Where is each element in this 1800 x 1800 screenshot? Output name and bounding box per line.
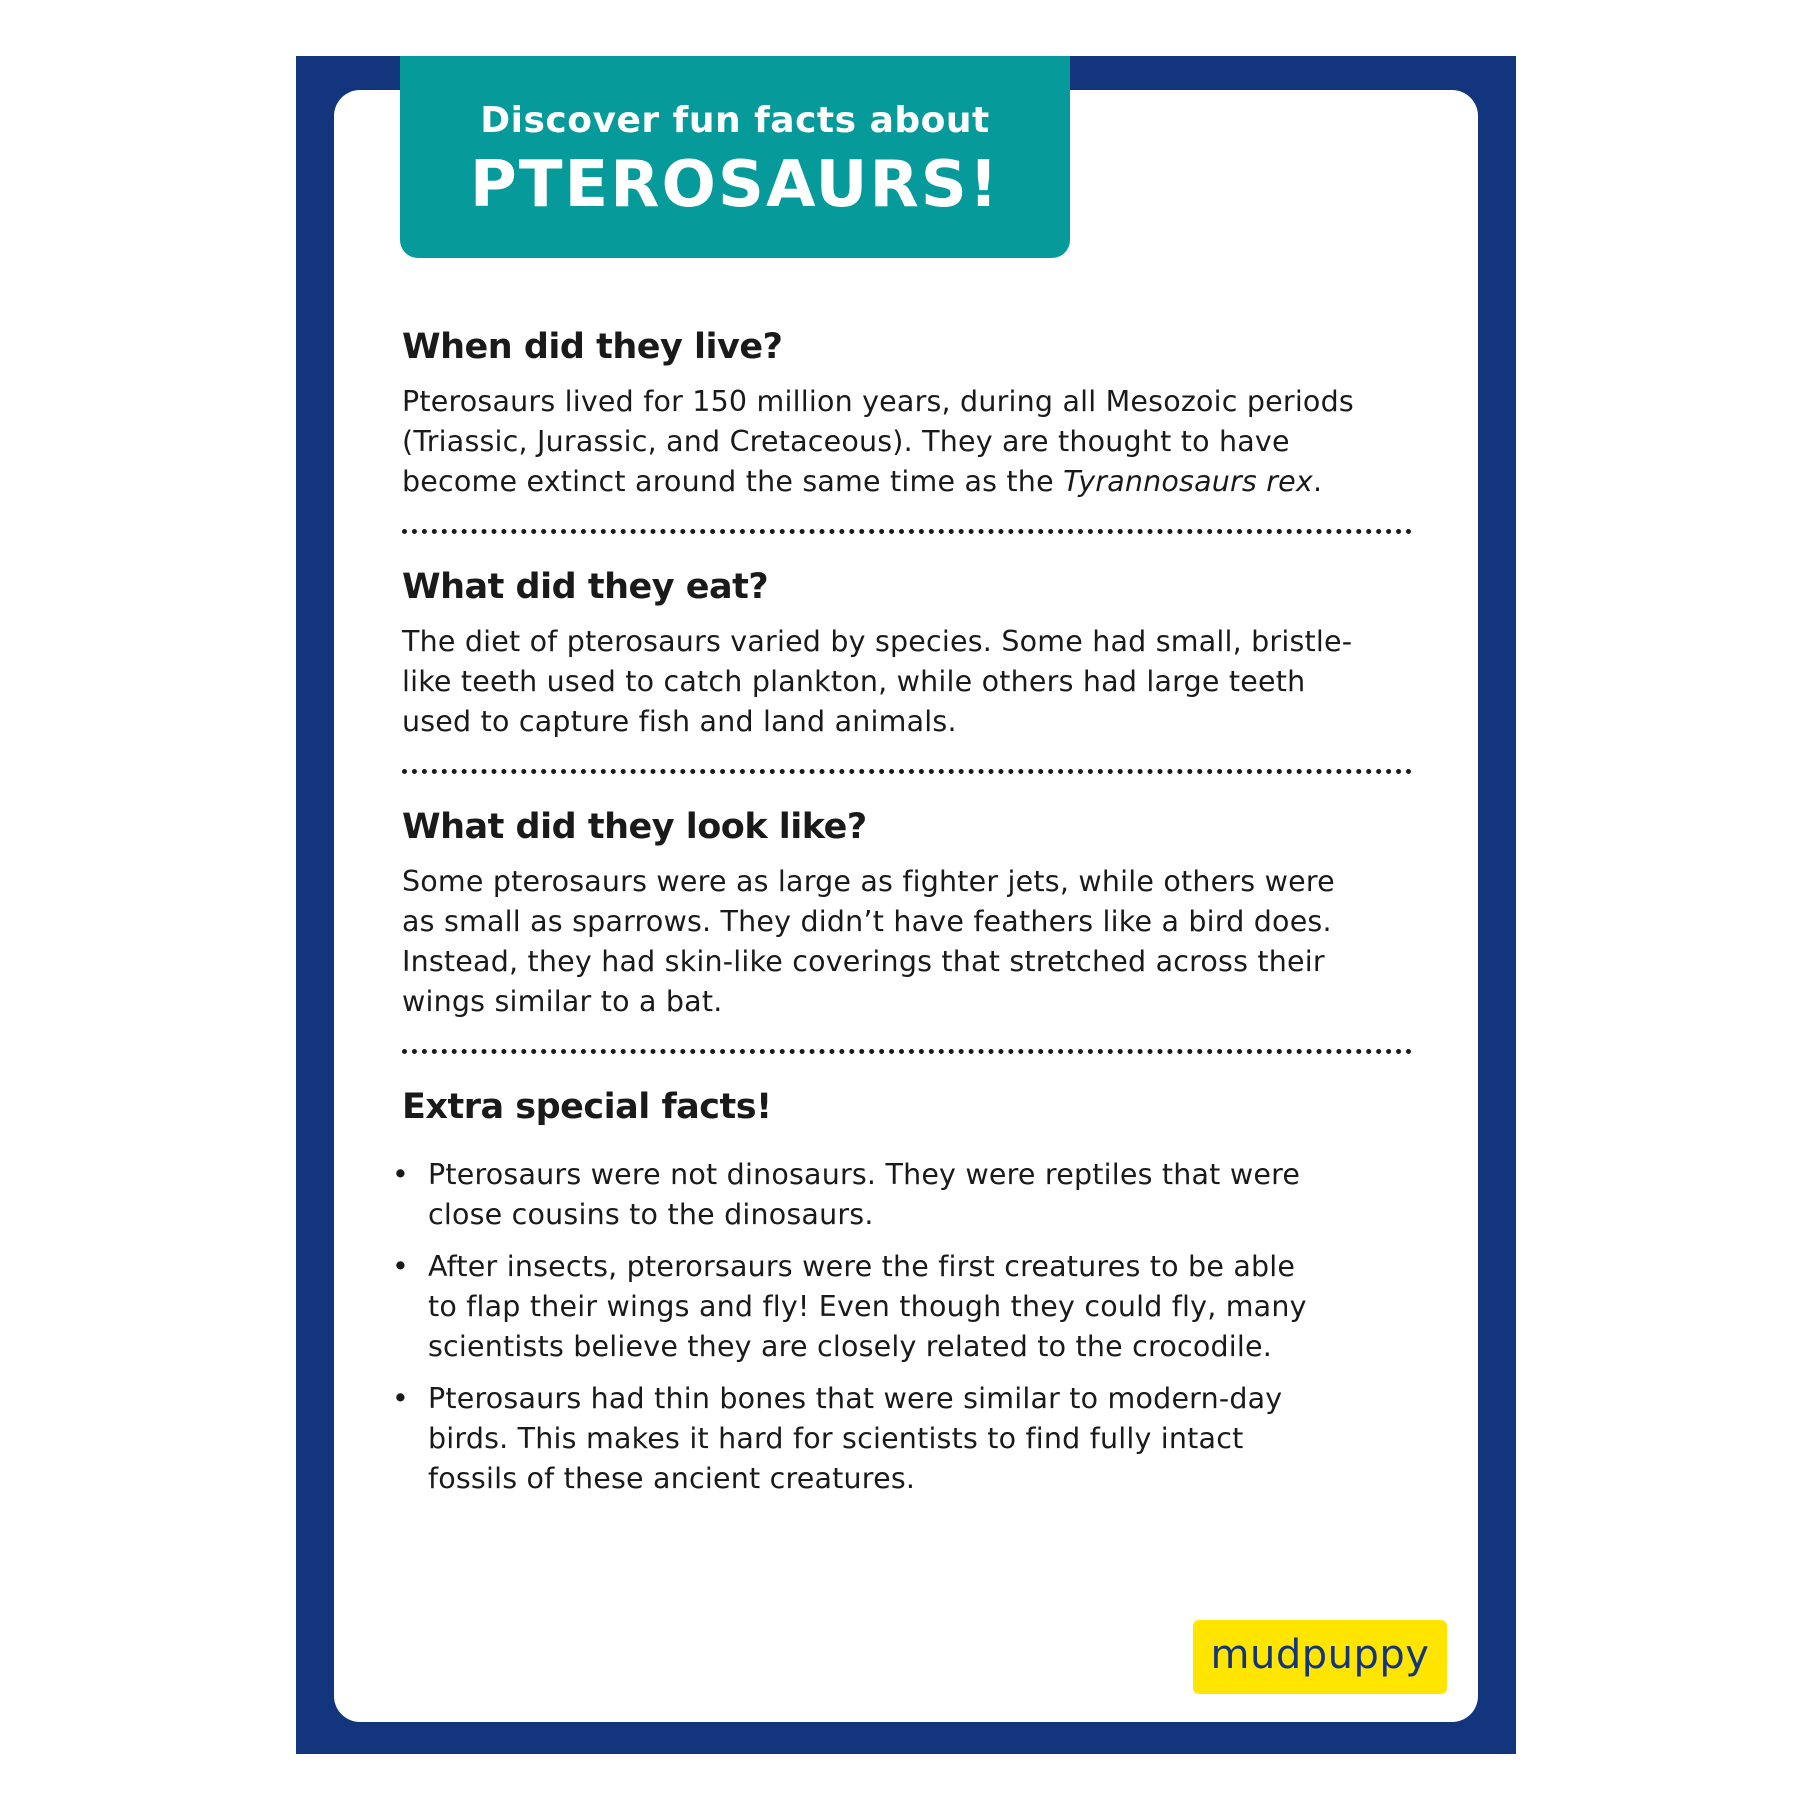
section-heading: Extra special facts! bbox=[402, 1087, 772, 1127]
section-heading: What did they look like? bbox=[402, 807, 867, 847]
section-body bbox=[402, 862, 1422, 1022]
facts-list bbox=[388, 1155, 1428, 1511]
dotted-divider bbox=[402, 1049, 1412, 1054]
body-line: (Triassic, Jurassic, and Cretaceous). They are thought to have bbox=[402, 425, 1290, 458]
dotted-divider bbox=[402, 529, 1412, 534]
fact-line: close cousins to the dinosaurs. bbox=[428, 1198, 874, 1231]
fact-line: scientists believe they are closely related to the crocodile. bbox=[428, 1330, 1273, 1363]
list-item bbox=[388, 1155, 1428, 1235]
fact-line: Pterosaurs were not dinosaurs. They were reptiles that were bbox=[428, 1158, 1301, 1191]
bullet-icon: • bbox=[392, 1250, 410, 1283]
section-what-did-they-look-like bbox=[402, 806, 1422, 1022]
section-body bbox=[402, 382, 1422, 502]
section-extra-special-facts bbox=[402, 1086, 1422, 1128]
bullet-icon: • bbox=[392, 1382, 410, 1415]
body-line bbox=[402, 462, 1422, 502]
fact-line: birds. This makes it hard for scientists to find fully intact bbox=[428, 1422, 1244, 1455]
section-when-did-they-live bbox=[402, 326, 1422, 502]
body-line: Pterosaurs lived for 150 million years, during all Mesozoic periods bbox=[402, 385, 1354, 418]
body-line: as small as sparrows. They didn’t have feathers like a bird does. bbox=[402, 905, 1332, 938]
body-line-start: become extinct around the same time as the bbox=[402, 465, 1064, 498]
body-line: The diet of pterosaurs varied by species. Some had small, bristle- bbox=[402, 625, 1353, 658]
fact-line: fossils of these ancient creatures. bbox=[428, 1462, 916, 1495]
body-line: Some pterosaurs were as large as fighter jets, while others were bbox=[402, 865, 1335, 898]
title-banner bbox=[400, 56, 1070, 258]
list-item bbox=[388, 1379, 1428, 1499]
body-line: wings similar to a bat. bbox=[402, 985, 723, 1018]
body-line-end: . bbox=[1312, 465, 1323, 498]
mudpuppy-logo: mudpuppy bbox=[1193, 1620, 1447, 1694]
section-heading: What did they eat? bbox=[402, 567, 769, 607]
dotted-divider bbox=[402, 769, 1412, 774]
fact-line: Pterosaurs had thin bones that were similar to modern-day bbox=[428, 1382, 1283, 1415]
section-heading: When did they live? bbox=[402, 327, 783, 367]
page-title: PTEROSAURS! bbox=[469, 148, 1001, 222]
body-line: Instead, they had skin-like coverings that stretched across their bbox=[402, 945, 1325, 978]
bullet-icon: • bbox=[392, 1158, 410, 1191]
title-subheading: Discover fun facts about bbox=[480, 100, 990, 141]
list-item bbox=[388, 1247, 1428, 1367]
fact-line: After insects, pterorsaurs were the first creatures to be able bbox=[428, 1250, 1296, 1283]
species-name: Tyrannosaurs rex bbox=[1063, 465, 1313, 498]
section-what-did-they-eat bbox=[402, 566, 1422, 742]
body-line: like teeth used to catch plankton, while others had large teeth bbox=[402, 665, 1306, 698]
fact-line: to flap their wings and fly! Even though they could fly, many bbox=[428, 1290, 1307, 1323]
section-body bbox=[402, 622, 1422, 742]
body-line: used to capture fish and land animals. bbox=[402, 705, 957, 738]
